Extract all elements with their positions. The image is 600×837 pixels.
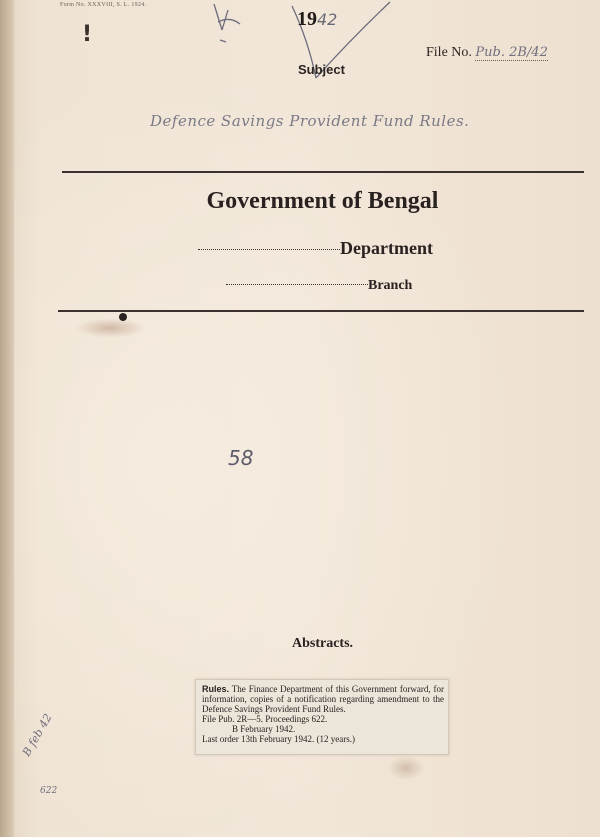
margin-mark: ! [82,22,93,47]
margin-note-number: 622 [40,786,58,796]
government-title: Government of Bengal [206,188,439,214]
clipping-heading: Rules. [202,684,230,694]
clipping-date-line: B February 1942. [232,724,296,734]
margin-note: B feb 42 [20,711,55,759]
divider-bottom [58,310,584,312]
pasted-clipping [195,679,449,755]
branch-dotted-blank [226,284,368,285]
department-dotted-blank [198,249,340,250]
year-handwritten: 42 [317,10,338,29]
file-no-value: Pub. 2B/42 [475,45,548,60]
clipping-paragraph [202,684,444,714]
form-number: Form No. XXXVIII, S. L. 1924. [60,2,147,8]
file-number [426,45,548,61]
subject-handwritten: Defence Savings Provident Fund Rules. [150,112,470,130]
subject-label: Subject [298,62,345,77]
stain [75,318,145,338]
ink-dot [119,313,127,321]
branch-label: Branch [368,278,413,293]
page-edge [0,0,14,837]
abstracts-label: Abstracts. [292,636,354,651]
file-no-label: File No. [426,45,472,60]
year-field [297,8,337,31]
clipping-body: The Finance Department of this Government forward, for information, copies of a notification regarding amendment to the Defence Savings Provident Fund Rules. [202,684,444,714]
department-label: Department [340,238,433,258]
divider-top [62,171,584,173]
year-printed: 19 [297,8,317,30]
clipping-last-order-line: Last order 13th February 1942. (12 years.) [202,734,355,744]
department-line [198,238,433,259]
smudge [388,756,424,780]
page-number-handwritten: 58 [228,446,254,470]
branch-line [226,278,412,294]
clipping-file-line: File Pub. 2R—5. Proceedings 622. [202,714,328,724]
